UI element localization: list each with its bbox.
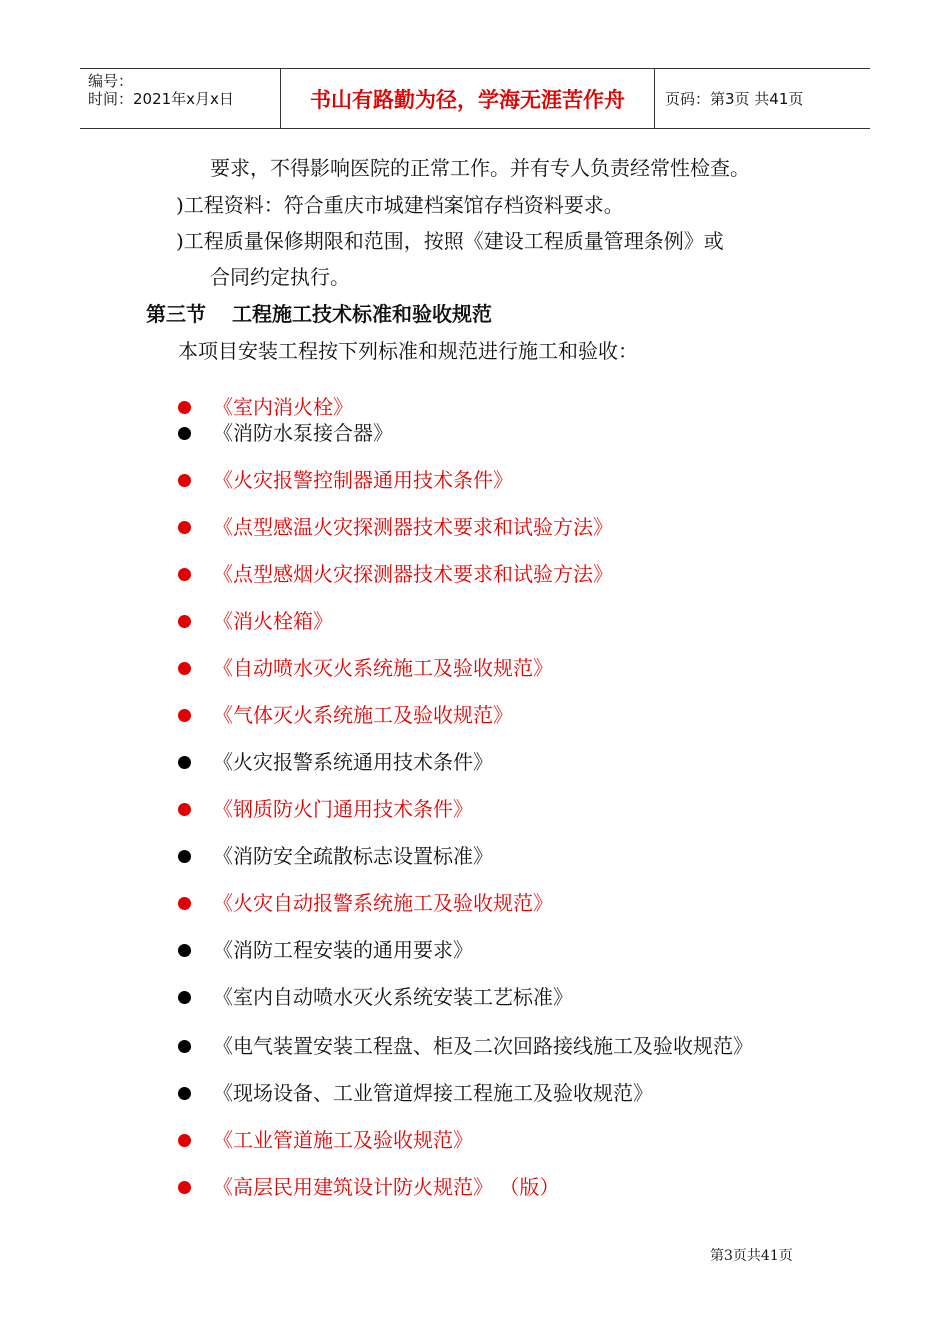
- bullet-icon: [178, 850, 191, 863]
- page-footer: 第3页共41页: [710, 1248, 793, 1264]
- bullet-icon: [178, 1134, 191, 1147]
- standard-item-text: 《高层民用建筑设计防火规范》 （版）: [213, 1175, 560, 1199]
- standard-item-text: 《消火栓箱》: [213, 609, 333, 633]
- header-meta: [80, 69, 281, 128]
- header-motto: 书山有路勤为径，学海无涯苦作舟: [281, 69, 655, 128]
- standard-item-text: 《消防安全疏散标志设置标准》: [213, 844, 493, 868]
- standard-item: [178, 890, 553, 916]
- bullet-icon: [178, 662, 191, 675]
- body-line-2: )工程资料：符合重庆市城建档案馆存档资料要求。: [176, 193, 624, 217]
- standard-item: [178, 420, 393, 446]
- body-line-1: 要求，不得影响医院的正常工作。并有专人负责经常性检查。: [210, 156, 750, 180]
- standard-item-text: 《自动喷水灭火系统施工及验收规范》: [213, 656, 553, 680]
- body-line-4: 合同约定执行。: [210, 265, 350, 289]
- bullet-icon: [178, 521, 191, 534]
- header-time: 时间：2021年x月x日: [88, 90, 234, 108]
- standard-item-text: 《点型感烟火灾探测器技术要求和试验方法》: [213, 562, 613, 586]
- section-heading: [146, 301, 492, 327]
- standard-item: [178, 514, 613, 540]
- bullet-icon: [178, 568, 191, 581]
- standard-item-text: 《消防工程安装的通用要求》: [213, 938, 473, 962]
- standard-item-text: 《火灾报警系统通用技术条件》: [213, 750, 493, 774]
- bullet-icon: [178, 991, 191, 1004]
- section-title: 工程施工技术标准和验收规范: [232, 302, 492, 326]
- bullet-icon: [178, 897, 191, 910]
- standard-item: [178, 749, 493, 775]
- standard-item: [178, 843, 493, 869]
- bullet-icon: [178, 1181, 191, 1194]
- standard-item-text: 《消防水泵接合器》: [213, 421, 393, 445]
- header-number: 编号：: [88, 72, 134, 90]
- standard-item-text: 《室内消火栓》: [213, 395, 353, 419]
- standard-item-text: 《室内自动喷水灭火系统安装工艺标准》: [213, 985, 573, 1009]
- bullet-icon: [178, 803, 191, 816]
- bullet-icon: [178, 615, 191, 628]
- body-line-3: )工程质量保修期限和范围，按照《建设工程质量管理条例》或: [176, 229, 724, 253]
- section-number: 第三节: [146, 302, 206, 326]
- page-header: [80, 68, 870, 129]
- standard-item-text: 《电气装置安装工程盘、柜及二次回路接线施工及验收规范》: [213, 1034, 753, 1058]
- standard-item: [178, 561, 613, 587]
- standard-item: [178, 702, 513, 728]
- standard-item: [178, 608, 333, 634]
- standard-item: [178, 796, 473, 822]
- bullet-icon: [178, 1040, 191, 1053]
- bullet-icon: [178, 756, 191, 769]
- standard-item: [178, 1127, 473, 1153]
- standard-item: [178, 984, 573, 1010]
- standard-item-text: 《现场设备、工业管道焊接工程施工及验收规范》: [213, 1081, 653, 1105]
- standard-item-text: 《火灾报警控制器通用技术条件》: [213, 468, 513, 492]
- bullet-icon: [178, 709, 191, 722]
- standard-item-text: 《工业管道施工及验收规范》: [213, 1128, 473, 1152]
- bullet-icon: [178, 401, 191, 414]
- section-intro: 本项目安装工程按下列标准和规范进行施工和验收：: [178, 339, 638, 363]
- standard-item-text: 《火灾自动报警系统施工及验收规范》: [213, 891, 553, 915]
- bullet-icon: [178, 427, 191, 440]
- standard-item: [178, 467, 513, 493]
- standard-item: [178, 655, 553, 681]
- standard-item: [178, 1080, 653, 1106]
- header-page-info: 页码：第3页 共41页: [665, 90, 804, 108]
- standard-item: [178, 394, 353, 420]
- standard-item: [178, 1033, 753, 1059]
- standard-item-text: 《点型感温火灾探测器技术要求和试验方法》: [213, 515, 613, 539]
- standard-item-text: 《气体灭火系统施工及验收规范》: [213, 703, 513, 727]
- bullet-icon: [178, 1087, 191, 1100]
- standard-item: [178, 937, 473, 963]
- bullet-icon: [178, 474, 191, 487]
- bullet-icon: [178, 944, 191, 957]
- standard-item-text: 《钢质防火门通用技术条件》: [213, 797, 473, 821]
- standard-item: [178, 1174, 559, 1200]
